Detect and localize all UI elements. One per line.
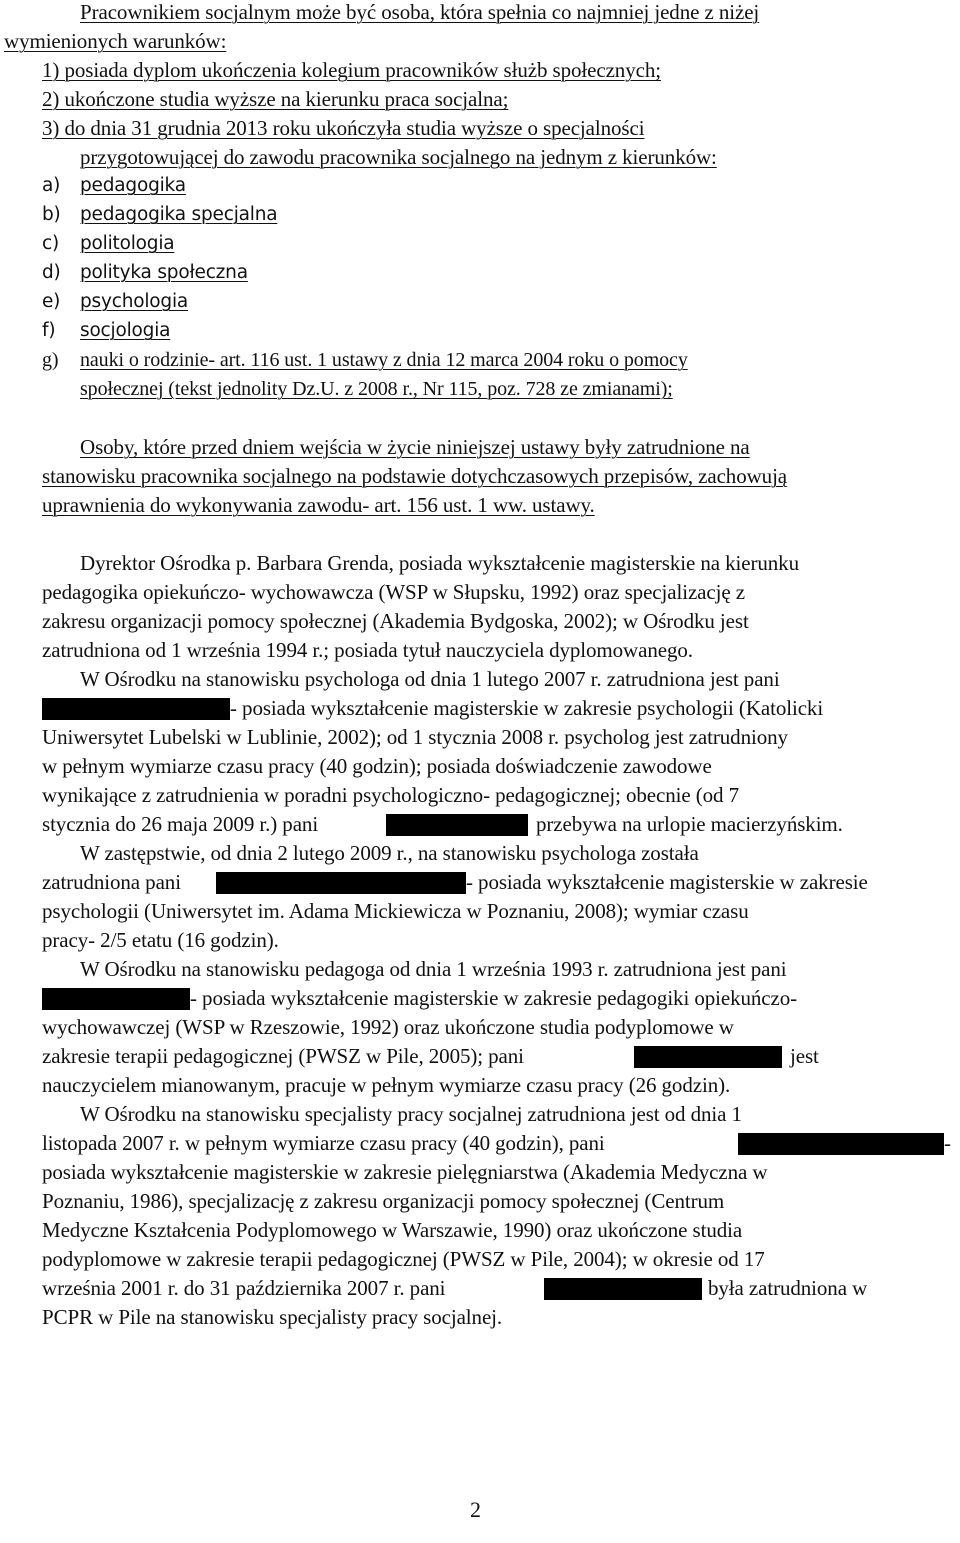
- psychologist-line-6a: stycznia do 26 maja 2009 r.) pani: [42, 812, 319, 836]
- pedagogue-line-3: wychowawczej (WSP w Rzeszowie, 1992) oraz ukończone studia podyplomowe w: [42, 1015, 734, 1039]
- field-g-cont: społecznej (tekst jednolity Dz.U. z 2008 r., Nr 115, poz. 728 ze zmianami);: [80, 378, 673, 400]
- social-worker-line-8: PCPR w Pile na stanowisku specjalisty pracy socjalnej.: [42, 1305, 503, 1329]
- redaction-bar: [42, 988, 190, 1010]
- requirement-3: 3) do dnia 31 grudnia 2013 roku ukończyła studia wyższe o specjalności: [42, 116, 645, 140]
- field-d: d) polityka społeczna: [42, 262, 248, 283]
- director-line-4: zatrudniona od 1 września 1994 r.; posiada tytuł nauczyciela dyplomowanego.: [42, 638, 693, 662]
- substitute-line-3: psychologii (Uniwersytet im. Adama Mickiewicza w Poznaniu, 2008); wymiar czasu: [42, 899, 749, 923]
- psychologist-line-2: - posiada wykształcenie magisterskie w zakresie psychologii (Katolicki: [230, 696, 824, 720]
- redaction-bar: [634, 1046, 782, 1068]
- pedagogue-line-4a: zakresie terapii pedagogicznej (PWSZ w Pile, 2005); pani: [42, 1044, 524, 1068]
- pedagogue-line-5: nauczycielem mianowanym, pracuje w pełnym wymiarze czasu pracy (26 godzin).: [42, 1073, 731, 1097]
- requirement-2: 2) ukończone studia wyższe na kierunku praca socjalna;: [42, 87, 509, 111]
- persons-line-1: Osoby, które przed dniem wejścia w życie niniejszej ustawy były zatrudnione na: [80, 435, 750, 459]
- psychologist-line-5: wynikające z zatrudnienia w poradni psychologiczno- pedagogicznej; obecnie (od 7: [42, 783, 739, 807]
- substitute-line-2a: zatrudniona pani: [42, 870, 181, 894]
- field-b: b) pedagogika specjalna: [42, 204, 278, 225]
- redaction-bar: [216, 872, 466, 894]
- redaction-bar: [42, 698, 230, 720]
- persons-line-3: uprawnienia do wykonywania zawodu- art. 156 ust. 1 ww. ustawy.: [42, 493, 595, 517]
- social-worker-line-5: Medyczne Kształcenia Podyplomowego w Warszawie, 1990) oraz ukończone studia: [42, 1218, 743, 1242]
- substitute-line-4: pracy- 2/5 etatu (16 godzin).: [42, 928, 279, 952]
- pedagogue-line-4b: jest: [790, 1044, 819, 1068]
- field-c: c) politologia: [42, 233, 175, 254]
- field-e: e) psychologia: [42, 291, 189, 312]
- field-g: g) nauki o rodzinie- art. 116 ust. 1 ustawy z dnia 12 marca 2004 roku o pomocy: [42, 349, 688, 371]
- social-worker-line-4: Poznaniu, 1986), specjalizację z zakresu organizacji pomocy społecznej (Centrum: [42, 1189, 725, 1213]
- redaction-bar: [386, 814, 528, 836]
- director-line-3: zakresu organizacji pomocy społecznej (Akademia Bydgoska, 2002); w Ośrodku jest: [42, 609, 749, 633]
- requirement-1: 1) posiada dyplom ukończenia kolegium pracowników służb społecznych;: [42, 58, 661, 82]
- psychologist-line-4: w pełnym wymiarze czasu pracy (40 godzin); posiada doświadczenie zawodowe: [42, 754, 712, 778]
- social-worker-line-2b: -: [944, 1131, 951, 1155]
- redaction-bar: [738, 1133, 944, 1155]
- psychologist-line-3: Uniwersytet Lubelski w Lublinie, 2002); od 1 stycznia 2008 r. psycholog jest zatrudniony: [42, 725, 788, 749]
- director-line-2: pedagogika opiekuńczo- wychowawcza (WSP w Słupsku, 1992) oraz specjalizację z: [42, 580, 745, 604]
- redaction-bar: [544, 1278, 702, 1300]
- intro-line-2: wymienionych warunków:: [4, 29, 227, 53]
- social-worker-line-1: W Ośrodku na stanowisku specjalisty pracy socjalnej zatrudniona jest od dnia 1: [80, 1102, 742, 1126]
- persons-line-2: stanowisku pracownika socjalnego na podstawie dotychczasowych przepisów, zachowują: [42, 464, 788, 488]
- substitute-line-2b: - posiada wykształcenie magisterskie w zakresie: [466, 870, 868, 894]
- requirement-3-cont: przygotowującej do zawodu pracownika socjalnego na jednym z kierunków:: [80, 145, 717, 169]
- field-f: f) socjologia: [42, 320, 171, 341]
- field-a: a) pedagogika: [42, 175, 186, 196]
- psychologist-line-1: W Ośrodku na stanowisku psychologa od dnia 1 lutego 2007 r. zatrudniona jest pani: [80, 667, 780, 691]
- intro-line-1: Pracownikiem socjalnym może być osoba, która spełnia co najmniej jedne z niżej: [80, 0, 760, 24]
- social-worker-line-7a: września 2001 r. do 31 października 2007 r. pani: [42, 1276, 446, 1300]
- page-number: 2: [470, 1497, 481, 1522]
- psychologist-line-6b: przebywa na urlopie macierzyńskim.: [536, 812, 843, 836]
- substitute-line-1: W zastępstwie, od dnia 2 lutego 2009 r., na stanowisku psychologa została: [80, 841, 699, 865]
- social-worker-line-6: podyplomowe w zakresie terapii pedagogicznej (PWSZ w Pile, 2004); w okresie od 17: [42, 1247, 765, 1271]
- pedagogue-line-2: - posiada wykształcenie magisterskie w zakresie pedagogiki opiekuńczo-: [190, 986, 798, 1010]
- director-line-1: Dyrektor Ośrodka p. Barbara Grenda, posiada wykształcenie magisterskie na kierunku: [80, 551, 799, 575]
- pedagogue-line-1: W Ośrodku na stanowisku pedagoga od dnia 1 września 1993 r. zatrudniona jest pani: [80, 957, 787, 981]
- social-worker-line-7b: była zatrudniona w: [708, 1276, 868, 1300]
- social-worker-line-3: posiada wykształcenie magisterskie w zakresie pielęgniarstwa (Akademia Medyczna w: [42, 1160, 768, 1184]
- social-worker-line-2a: listopada 2007 r. w pełnym wymiarze czasu pracy (40 godzin), pani: [42, 1131, 605, 1155]
